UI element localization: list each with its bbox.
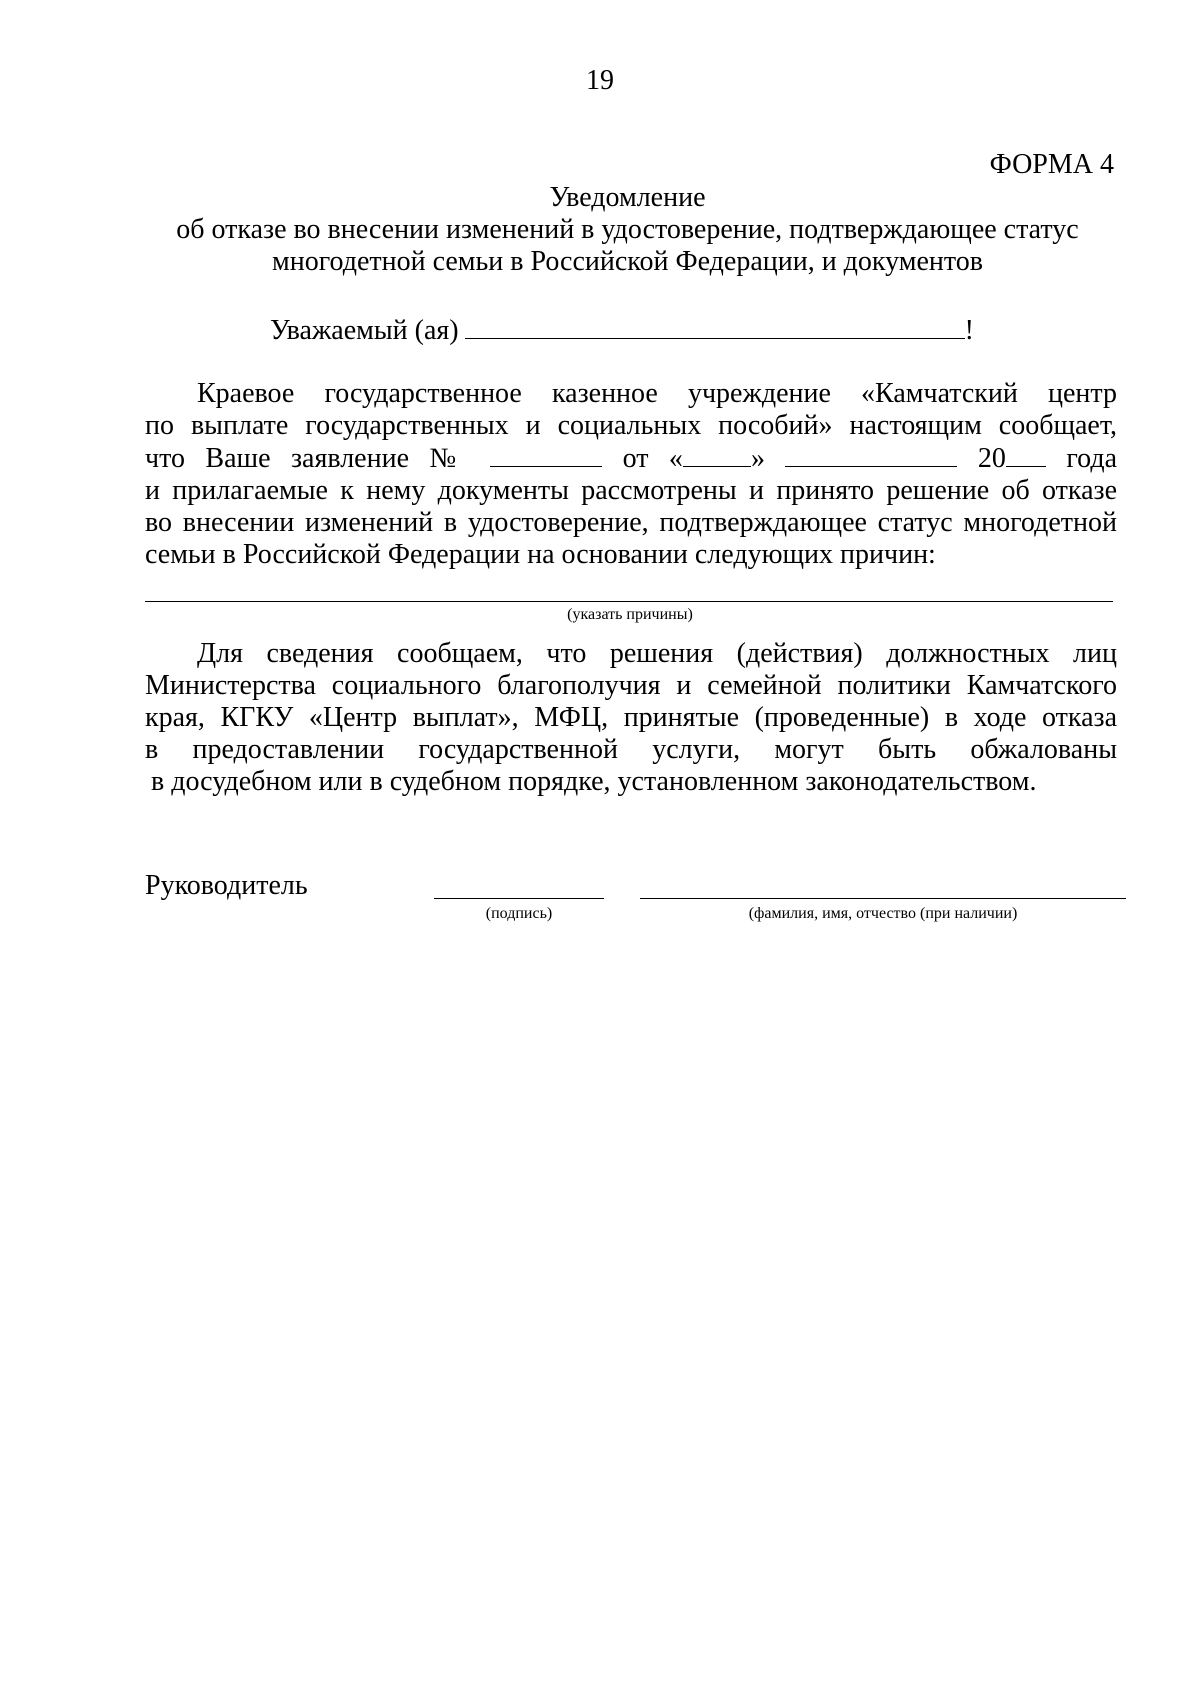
greeting-suffix: ! [964, 315, 974, 346]
reasons-blank-field[interactable] [145, 601, 1113, 602]
title-line-1: Уведомление [549, 182, 706, 213]
paragraph-line-application [145, 442, 1117, 475]
form-label: ФОРМА 4 [989, 149, 1114, 180]
paragraph-line: Для сведения сообщаем, что решения (действия) должностных лиц [197, 638, 1117, 669]
signer-title: Руководитель [145, 870, 308, 901]
date-close-quote: » [750, 443, 765, 474]
date-month-blank[interactable] [785, 442, 957, 467]
date-from-label: от « [622, 443, 683, 474]
paragraph-line: по выплате государственных и социальных пособий» настоящим сообщает, [145, 410, 1117, 441]
application-number-blank[interactable] [490, 442, 602, 467]
title-line-3: многодетной семьи в Российской Федерации, и документов [272, 246, 983, 277]
addressee-blank-field[interactable] [465, 312, 965, 339]
paragraph-line: во внесении изменений в удостоверение, подтверждающее статус многодетной [145, 507, 1117, 538]
document-title [140, 182, 1115, 278]
greeting [270, 312, 974, 347]
year-blank[interactable] [1006, 442, 1046, 467]
signature-blank-field[interactable] [434, 898, 604, 899]
paragraph-line: в досудебном или в судебном порядке, установленном законодательством. [151, 766, 1037, 797]
year-label: года [1066, 443, 1117, 474]
paragraph-line: Министерства социального благополучия и семейной политики Камчатского [145, 670, 1117, 701]
paragraph-line: в предоставлении государственной услуги, могут быть обжалованы [145, 734, 1117, 765]
paragraph-line: края, КГКУ «Центр выплат», МФЦ, принятые (проведенные) в ходе отказа [145, 702, 1117, 733]
reasons-caption: (указать причины) [567, 606, 693, 623]
page-number: 19 [586, 65, 614, 96]
paragraph-notification [145, 378, 1117, 571]
full-name-caption: (фамилия, имя, отчество (при наличии) [748, 905, 1018, 922]
paragraph-line: и прилагаемые к нему документы рассмотрены и принято решение об отказе [145, 475, 1117, 506]
date-day-blank[interactable] [683, 442, 751, 467]
paragraph-appeal-info [145, 638, 1117, 798]
greeting-prefix: Уважаемый (ая) [270, 315, 459, 346]
signature-caption: (подпись) [485, 905, 553, 922]
title-line-2: об отказе во внесении изменений в удостоверение, подтверждающее статус [176, 214, 1079, 245]
paragraph-line: Краевое государственное казенное учреждение «Камчатский центр [197, 378, 1117, 409]
paragraph-line: семьи в Российской Федерации на основании следующих причин: [145, 539, 936, 570]
application-label: что Ваше заявление № [145, 443, 470, 474]
full-name-blank-field[interactable] [640, 898, 1126, 899]
year-prefix: 20 [977, 443, 1006, 474]
